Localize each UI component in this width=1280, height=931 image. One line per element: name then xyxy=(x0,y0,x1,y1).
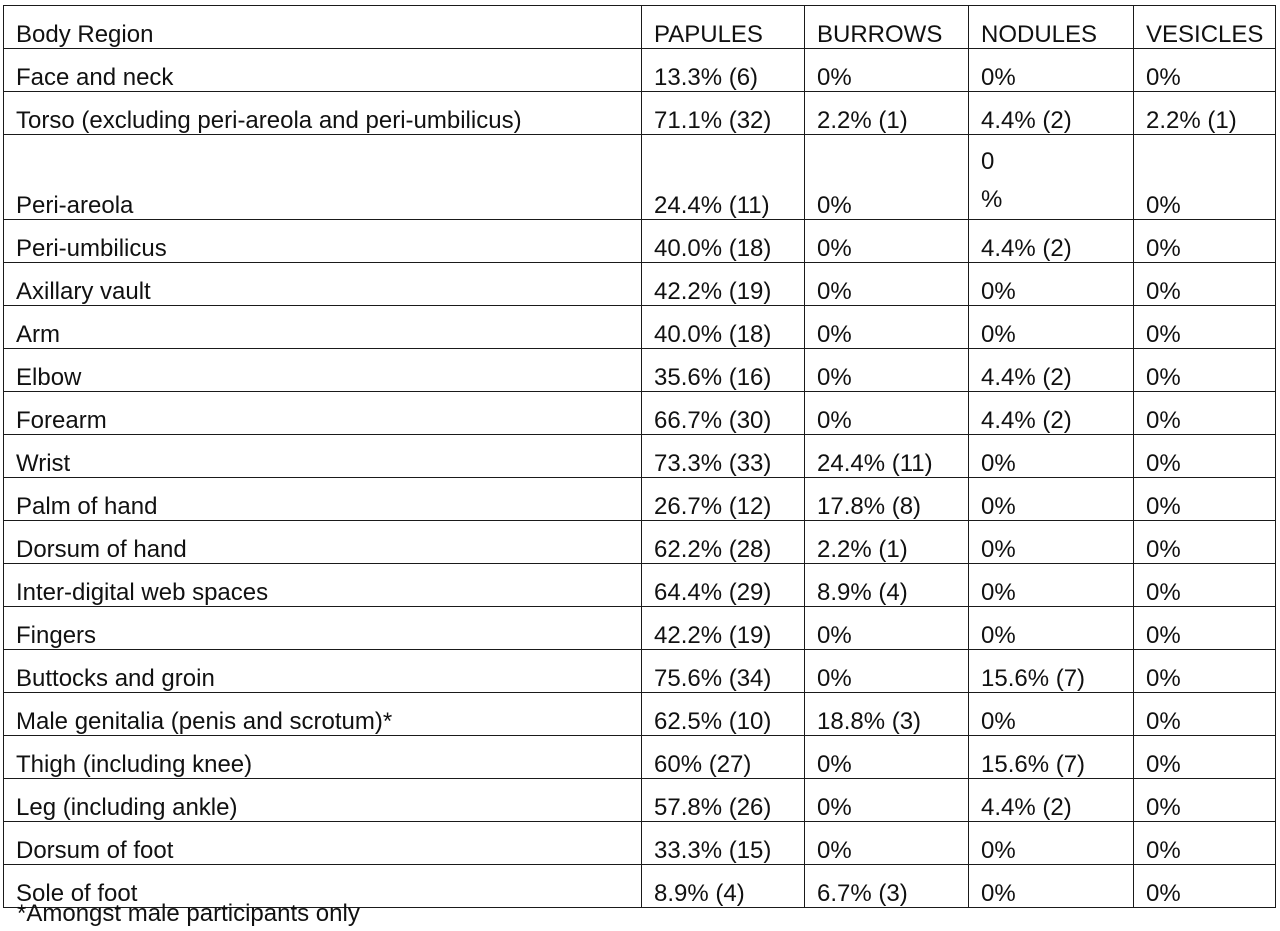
cell-vesicles: 0% xyxy=(1134,693,1276,736)
table-row xyxy=(4,736,1276,779)
table-row xyxy=(4,779,1276,822)
cell-body-region: Torso (excluding peri-areola and peri-umbilicus) xyxy=(4,92,642,135)
cell-body-region: Inter-digital web spaces xyxy=(4,564,642,607)
cell-papules: 40.0% (18) xyxy=(642,306,805,349)
cell-vesicles: 0% xyxy=(1134,521,1276,564)
table-row xyxy=(4,135,1276,220)
table-row xyxy=(4,478,1276,521)
table-row xyxy=(4,564,1276,607)
cell-nodules: 0% xyxy=(969,49,1134,92)
header-body-region: Body Region xyxy=(4,6,642,49)
cell-papules: 62.5% (10) xyxy=(642,693,805,736)
body-region-lesion-table xyxy=(3,5,1276,908)
table-row xyxy=(4,650,1276,693)
header-vesicles: VESICLES xyxy=(1134,6,1276,49)
cell-burrows: 0% xyxy=(805,135,969,220)
cell-nodules: 0% xyxy=(969,478,1134,521)
cell-vesicles: 0% xyxy=(1134,607,1276,650)
data-table-container xyxy=(3,5,1275,908)
cell-nodules-wrapped xyxy=(969,135,1134,220)
cell-vesicles: 0% xyxy=(1134,779,1276,822)
cell-papules: 62.2% (28) xyxy=(642,521,805,564)
cell-papules: 35.6% (16) xyxy=(642,349,805,392)
cell-vesicles: 2.2% (1) xyxy=(1134,92,1276,135)
cell-nodules: 15.6% (7) xyxy=(969,736,1134,779)
cell-nodules: 0% xyxy=(969,822,1134,865)
wrapped-value-line: % xyxy=(981,186,1003,213)
cell-vesicles: 0% xyxy=(1134,135,1276,220)
cell-vesicles: 0% xyxy=(1134,822,1276,865)
cell-vesicles: 0% xyxy=(1134,478,1276,521)
cell-body-region: Dorsum of hand xyxy=(4,521,642,564)
cell-burrows: 6.7% (3) xyxy=(805,865,969,908)
cell-body-region: Palm of hand xyxy=(4,478,642,521)
header-nodules: NODULES xyxy=(969,6,1134,49)
cell-vesicles: 0% xyxy=(1134,435,1276,478)
cell-burrows: 0% xyxy=(805,49,969,92)
cell-papules: 40.0% (18) xyxy=(642,220,805,263)
table-row xyxy=(4,92,1276,135)
cell-vesicles: 0% xyxy=(1134,263,1276,306)
table-row xyxy=(4,263,1276,306)
cell-nodules: 4.4% (2) xyxy=(969,392,1134,435)
cell-vesicles: 0% xyxy=(1134,564,1276,607)
cell-nodules: 0% xyxy=(969,564,1134,607)
cell-body-region: Peri-areola xyxy=(4,135,642,220)
cell-body-region: Buttocks and groin xyxy=(4,650,642,693)
wrapped-value-line: 0 xyxy=(981,148,995,175)
cell-vesicles: 0% xyxy=(1134,865,1276,908)
cell-body-region: Leg (including ankle) xyxy=(4,779,642,822)
cell-body-region: Peri-umbilicus xyxy=(4,220,642,263)
cell-papules: 66.7% (30) xyxy=(642,392,805,435)
cell-papules: 73.3% (33) xyxy=(642,435,805,478)
table-footnote: *Amongst male participants only xyxy=(17,900,360,927)
table-row xyxy=(4,392,1276,435)
header-burrows: BURROWS xyxy=(805,6,969,49)
cell-body-region: Axillary vault xyxy=(4,263,642,306)
cell-papules: 33.3% (15) xyxy=(642,822,805,865)
cell-burrows: 0% xyxy=(805,263,969,306)
cell-papules: 64.4% (29) xyxy=(642,564,805,607)
cell-body-region: Male genitalia (penis and scrotum)* xyxy=(4,693,642,736)
cell-vesicles: 0% xyxy=(1134,392,1276,435)
cell-nodules: 0% xyxy=(969,435,1134,478)
header-papules: PAPULES xyxy=(642,6,805,49)
cell-papules: 24.4% (11) xyxy=(642,135,805,220)
cell-vesicles: 0% xyxy=(1134,49,1276,92)
cell-burrows: 0% xyxy=(805,650,969,693)
cell-burrows: 2.2% (1) xyxy=(805,92,969,135)
cell-burrows: 24.4% (11) xyxy=(805,435,969,478)
wrapped-value xyxy=(981,143,1133,219)
cell-nodules: 15.6% (7) xyxy=(969,650,1134,693)
cell-burrows: 0% xyxy=(805,349,969,392)
table-row xyxy=(4,693,1276,736)
cell-body-region: Fingers xyxy=(4,607,642,650)
cell-burrows: 0% xyxy=(805,220,969,263)
cell-papules: 60% (27) xyxy=(642,736,805,779)
cell-body-region: Dorsum of foot xyxy=(4,822,642,865)
cell-papules: 71.1% (32) xyxy=(642,92,805,135)
table-row xyxy=(4,49,1276,92)
cell-papules: 8.9% (4) xyxy=(642,865,805,908)
cell-nodules: 0% xyxy=(969,263,1134,306)
cell-papules: 13.3% (6) xyxy=(642,49,805,92)
cell-nodules: 0% xyxy=(969,306,1134,349)
table-row xyxy=(4,607,1276,650)
cell-burrows: 2.2% (1) xyxy=(805,521,969,564)
cell-vesicles: 0% xyxy=(1134,736,1276,779)
cell-burrows: 0% xyxy=(805,306,969,349)
cell-nodules: 4.4% (2) xyxy=(969,92,1134,135)
cell-papules: 42.2% (19) xyxy=(642,607,805,650)
cell-vesicles: 0% xyxy=(1134,306,1276,349)
cell-body-region: Arm xyxy=(4,306,642,349)
cell-vesicles: 0% xyxy=(1134,349,1276,392)
cell-nodules: 0% xyxy=(969,865,1134,908)
table-row xyxy=(4,521,1276,564)
cell-papules: 42.2% (19) xyxy=(642,263,805,306)
cell-burrows: 0% xyxy=(805,607,969,650)
cell-papules: 57.8% (26) xyxy=(642,779,805,822)
table-row xyxy=(4,220,1276,263)
cell-vesicles: 0% xyxy=(1134,220,1276,263)
cell-body-region: Elbow xyxy=(4,349,642,392)
cell-burrows: 18.8% (3) xyxy=(805,693,969,736)
table-row xyxy=(4,822,1276,865)
cell-burrows: 8.9% (4) xyxy=(805,564,969,607)
cell-burrows: 0% xyxy=(805,822,969,865)
cell-nodules: 4.4% (2) xyxy=(969,349,1134,392)
cell-body-region: Sole of foot xyxy=(4,865,642,908)
cell-nodules: 0% xyxy=(969,607,1134,650)
cell-vesicles: 0% xyxy=(1134,650,1276,693)
cell-nodules: 4.4% (2) xyxy=(969,779,1134,822)
cell-papules: 75.6% (34) xyxy=(642,650,805,693)
table-row xyxy=(4,349,1276,392)
cell-burrows: 17.8% (8) xyxy=(805,478,969,521)
cell-burrows: 0% xyxy=(805,779,969,822)
table-row xyxy=(4,306,1276,349)
table-row xyxy=(4,435,1276,478)
table-header-row xyxy=(4,6,1276,49)
cell-papules: 26.7% (12) xyxy=(642,478,805,521)
cell-body-region: Forearm xyxy=(4,392,642,435)
cell-nodules: 0% xyxy=(969,521,1134,564)
cell-nodules: 0% xyxy=(969,693,1134,736)
cell-body-region: Face and neck xyxy=(4,49,642,92)
cell-body-region: Wrist xyxy=(4,435,642,478)
cell-burrows: 0% xyxy=(805,392,969,435)
cell-body-region: Thigh (including knee) xyxy=(4,736,642,779)
cell-burrows: 0% xyxy=(805,736,969,779)
cell-nodules: 4.4% (2) xyxy=(969,220,1134,263)
